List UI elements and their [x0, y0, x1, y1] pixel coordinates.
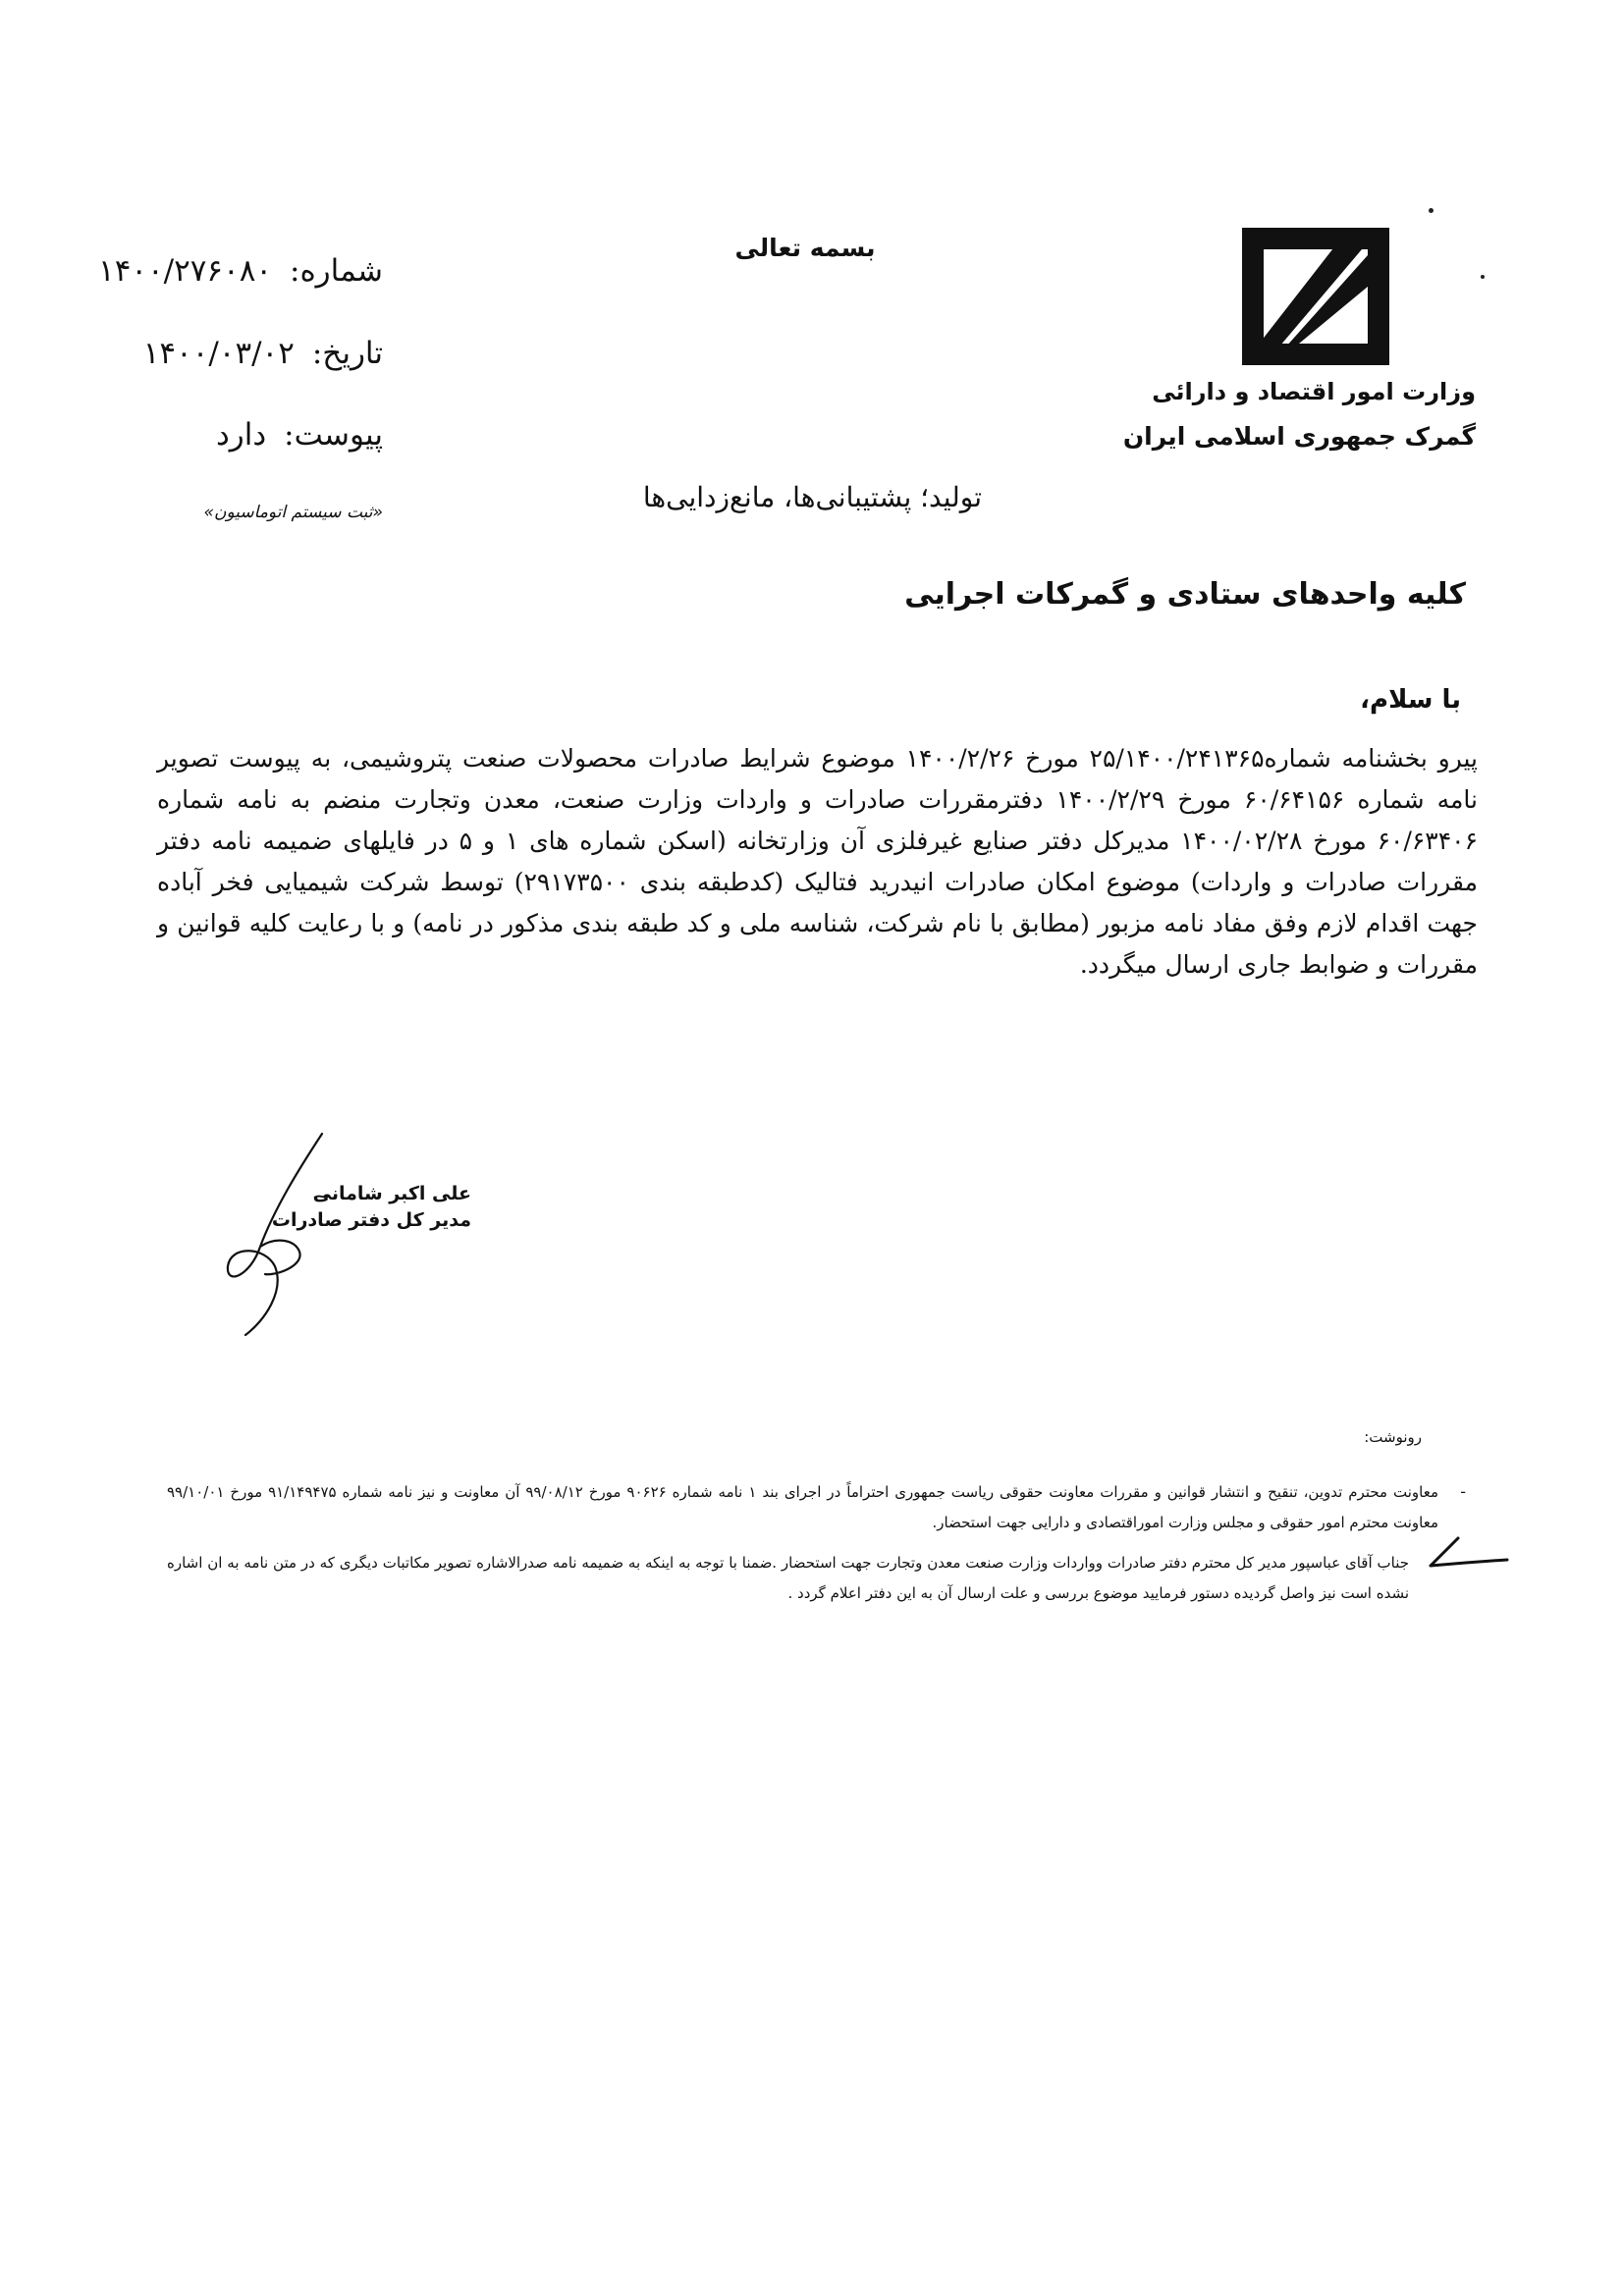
- handwritten-arrow-icon: [1429, 1526, 1512, 1575]
- automation-note: «ثبت سیستم اتوماسیون»: [203, 503, 383, 522]
- greeting: با سلام،: [1360, 685, 1461, 715]
- customs-emblem-icon: [1242, 228, 1389, 365]
- ministry-name: وزارت امور اقتصاد و دارائی: [1152, 378, 1476, 405]
- signatory-title: مدیر کل دفتر صادرات: [271, 1209, 471, 1231]
- letter-number-label: شماره:: [290, 253, 383, 289]
- letter-date-field: [59, 336, 383, 371]
- signatory-name: علی اکبر شامانی: [312, 1183, 471, 1204]
- letter-date-value: ۱۴۰۰/۰۳/۰۲: [142, 336, 295, 371]
- recipient-heading: کلیه واحدهای ستادی و گمرکات اجرایی: [904, 577, 1466, 612]
- handwritten-signature: [206, 1129, 344, 1345]
- bismillah-heading: بسمه تعالی: [734, 234, 876, 262]
- cc-label: رونوشت:: [1364, 1428, 1422, 1446]
- attachment-field: [59, 417, 383, 453]
- scan-speck: [1429, 208, 1434, 213]
- attachment-value: دارد: [215, 417, 267, 453]
- letter-number-value: ۱۴۰۰/۲۷۶۰۸۰: [98, 253, 272, 289]
- cc-item-1: معاونت محترم تدوین، تنقیح و انتشار قوانین و مقررات معاونت حقوقی ریاست جمهوری احتراماً در اجرای بند ۱ نامه شماره ۹۰۶۲۶ مورخ ۹۹/۰۸/۱۲ آن معاونت و نیز نامه شماره ۹۱/۱۴۹۴۷۵ مورخ ۹۹/۱۰/۰۱ معاونت محترم امور حقوقی و مجلس وزارت اموراقتصادی و دارایی جهت استحضار.: [167, 1483, 1438, 1531]
- customs-name: گمرک جمهوری اسلامی ایران: [1122, 422, 1476, 451]
- letter-number-field: [59, 253, 383, 289]
- cc-item-2: جناب آقای عباسپور مدیر کل محترم دفتر صادرات وواردات وزارت صنعت معدن وتجارت جهت استحضار .ضمنا با توجه به اینکه به ضمیمه نامه صدرالاشاره تصویر مکاتبات دیگری که در متن نامه به ان اشاره نشده است نیز واصل گردیده دستور فرمایید موضوع بررسی و علت ارسال آن به این دفتر اعلام گردد .: [167, 1554, 1409, 1602]
- cc-dash: -: [1460, 1482, 1466, 1501]
- letter-date-label: تاریخ:: [311, 336, 383, 371]
- letter-body: پیرو بخشنامه شماره۲۵/۱۴۰۰/۲۴۱۳۶۵ مورخ ۱۴۰۰/۲/۲۶ موضوع شرایط صادرات محصولات صنعت پتروشیمی، به پیوست تصویر نامه شماره ۶۰/۶۴۱۵۶ مورخ ۱۴۰۰/۲/۲۹ دفترمقررات صادرات و واردات وزارت صنعت، معدن وتجارت منضم به نامه شماره ۶۰/۶۳۴۰۶ مورخ ۱۴۰۰/۰۲/۲۸ مدیرکل دفتر صنایع غیرفلزی آن وزارتخانه (اسکن شماره های ۱ و ۵ در فایلهای ضمیمه نامه دفتر مقررات صادرات و واردات) موضوع امکان صادرات انیدرید فتالیک (کدطبقه بندی ۲۹۱۷۳۵۰۰) توسط شرکت شیمیایی فخر آباده جهت اقدام لازم وفق مفاد نامه مزبور (مطابق با نام شرکت، شناسه ملی و کد طبقه بندی مذکور در نامه) و با رعایت کلیه قوانین و مقررات و ضوابط جاری ارسال میگردد.: [157, 744, 1479, 979]
- scan-speck: [1481, 275, 1485, 279]
- attachment-label: پیوست:: [284, 417, 383, 453]
- letter-slogan: تولید؛ پشتیبانی‌ها، مانع‌زدایی‌ها: [642, 481, 982, 513]
